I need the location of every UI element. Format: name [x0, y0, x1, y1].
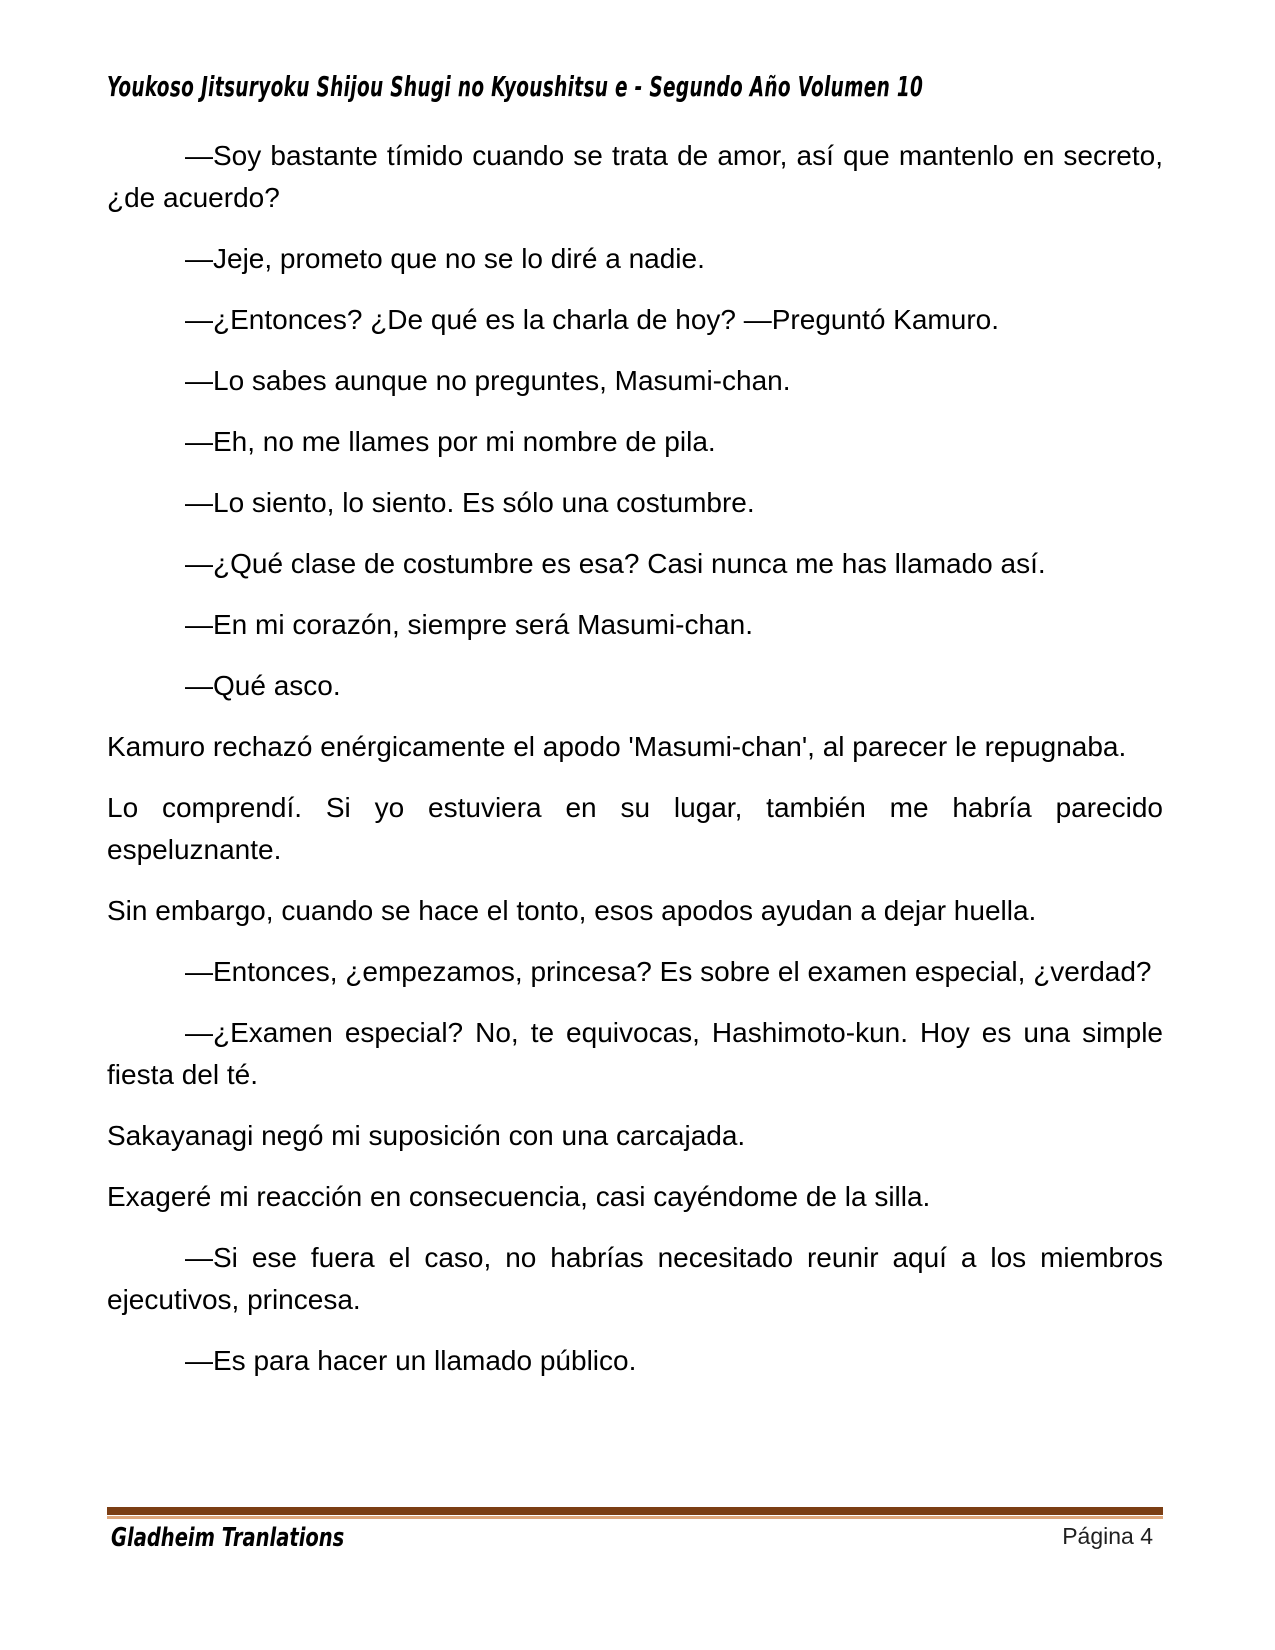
- paragraph: —Entonces, ¿empezamos, princesa? Es sobre el examen especial, ¿verdad?: [185, 956, 1152, 987]
- paragraph: Lo comprendí. Si yo estuviera en su lugar, también me habría parecido espeluznante.: [107, 792, 1163, 865]
- paragraph: Kamuro rechazó enérgicamente el apodo 'Masumi-chan', al parecer le repugnaba.: [107, 731, 1127, 762]
- page-header: [107, 70, 1275, 103]
- paragraph: —Lo siento, lo siento. Es sólo una costumbre.: [185, 487, 755, 518]
- paragraph: Exageré mi reacción en consecuencia, casi cayéndome de la silla.: [107, 1181, 931, 1212]
- page-footer: [107, 1507, 1163, 1553]
- paragraph: —Jeje, prometo que no se lo diré a nadie.: [185, 243, 705, 274]
- paragraph: —Es para hacer un llamado público.: [185, 1345, 637, 1376]
- paragraph: Sakayanagi negó mi suposición con una carcajada.: [107, 1120, 746, 1151]
- paragraph: —En mi corazón, siempre será Masumi-chan.: [185, 609, 753, 640]
- paragraph: —Eh, no me llames por mi nombre de pila.: [185, 426, 716, 457]
- paragraph: —Lo sabes aunque no preguntes, Masumi-chan.: [185, 365, 791, 396]
- paragraph: Sin embargo, cuando se hace el tonto, esos apodos ayudan a dejar huella.: [107, 895, 1037, 926]
- paragraph: —¿Examen especial? No, te equivocas, Hashimoto-kun. Hoy es una simple fiesta del té.: [107, 1017, 1163, 1090]
- paragraph: —Soy bastante tímido cuando se trata de amor, así que mantenlo en secreto, ¿de acuerdo?: [107, 140, 1163, 213]
- footer-rule-thin: [107, 1516, 1163, 1519]
- footer-translator-name: Gladheim Tranlations: [111, 1523, 345, 1553]
- footer-page-number: Página 4: [1062, 1523, 1153, 1549]
- document-body-text: [107, 135, 1163, 1401]
- footer-text-row: [107, 1523, 1163, 1553]
- paragraph: —Qué asco.: [185, 670, 341, 701]
- page-header-title: Youkoso Jitsuryoku Shijou Shugi no Kyoushitsu e - Segundo Año Volumen 10: [107, 70, 924, 103]
- paragraph: —¿Qué clase de costumbre es esa? Casi nunca me has llamado así.: [185, 548, 1046, 579]
- paragraph: —¿Entonces? ¿De qué es la charla de hoy? —Preguntó Kamuro.: [185, 304, 999, 335]
- footer-rule-thick: [107, 1507, 1163, 1515]
- paragraph: —Si ese fuera el caso, no habrías necesitado reunir aquí a los miembros ejecutivos, princesa.: [107, 1242, 1163, 1315]
